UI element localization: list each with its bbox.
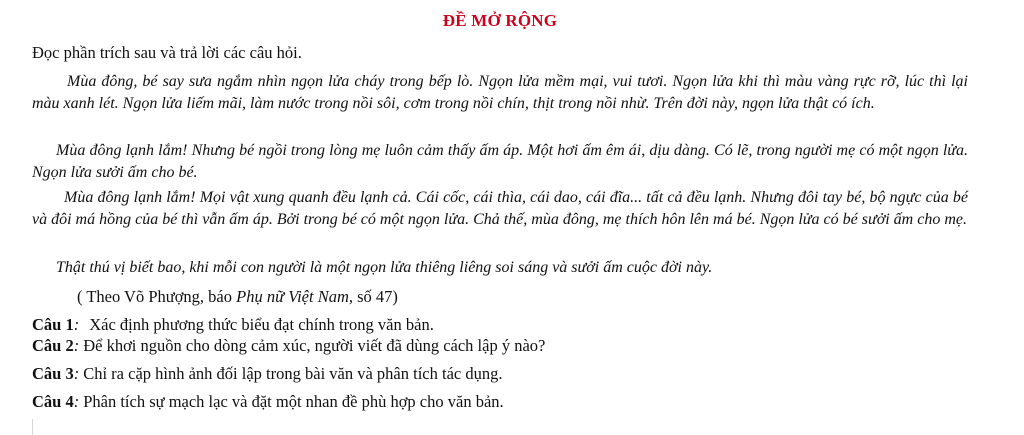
question-4: Câu 4: Phân tích sự mạch lạc và đặt một nhan đề phù hợp cho văn bản.	[32, 392, 504, 411]
question-label: Câu 1	[32, 315, 74, 334]
question-1: Câu 1: Xác định phương thức biểu đạt chính trong văn bản.	[32, 315, 434, 334]
source-citation	[77, 287, 398, 307]
margin-line	[32, 419, 33, 435]
source-prefix: ( Theo Võ Phượng, báo	[77, 287, 237, 306]
reading-instruction: Đọc phần trích sau và trả lời các câu hỏi.	[32, 43, 302, 62]
passage-paragraph-1: Mùa đông, bé say sưa ngắm nhìn ngọn lửa cháy trong bếp lò. Ngọn lửa mềm mại, vui tươi. Ngọn lửa khi thì màu vàng rực rỡ, lúc thì lại màu xanh lét. Ngọn lửa liếm mãi, làm nước trong nồi sôi, cơm trong nồi chín, thịt trong nồi nhừ. Trên đời này, ngọn lửa thật có ích.	[32, 73, 968, 112]
question-text: Phân tích sự mạch lạc và đặt một nhan đề phù hợp cho văn bản.	[83, 392, 504, 411]
question-label: Câu 4	[32, 392, 74, 411]
source-publication: Phụ nữ Việt Nam,	[236, 287, 353, 306]
passage-paragraph-4: Thật thú vị biết bao, khi mỗi con người là một ngọn lửa thiêng liêng soi sáng và sưởi ấm cuộc đời này.	[56, 259, 713, 276]
passage-paragraph-2: Mùa đông lạnh lắm! Nhưng bé ngồi trong lòng mẹ luôn cảm thấy ấm áp. Một hơi ấm êm ái, dịu dàng. Có lẽ, trong người mẹ có một ngọn lửa. Ngọn lửa sưởi ấm cho bé.	[32, 142, 968, 181]
passage-paragraph-3: Mùa đông lạnh lắm! Mọi vật xung quanh đều lạnh cả. Cái cốc, cái thìa, cái dao, cái đĩa... tất cả đều lạnh. Nhưng đôi tay bé, bộ ngực của bé và đôi má hồng của bé thì vẫn ấm áp. Bởi trong bé có một ngọn lửa. Chả thế, mùa đông, mẹ thích hôn lên má bé. Ngọn lửa có bé sưởi ấm cho mẹ.	[32, 189, 968, 228]
question-2: Câu 2: Để khơi nguồn cho dòng cảm xúc, người viết đã dùng cách lập ý nào?	[32, 336, 546, 355]
question-text: Xác định phương thức biểu đạt chính trong văn bản.	[89, 315, 434, 334]
document-title: ĐỀ MỞ RỘNG	[442, 11, 558, 30]
question-label: Câu 2	[32, 336, 74, 355]
question-text: Để khơi nguồn cho dòng cảm xúc, người viết đã dùng cách lập ý nào?	[83, 336, 546, 355]
question-label: Câu 3	[32, 364, 74, 383]
question-text: Chỉ ra cặp hình ảnh đối lập trong bài văn và phân tích tác dụng.	[83, 364, 503, 383]
source-suffix: số 47)	[353, 287, 398, 306]
question-3: Câu 3: Chỉ ra cặp hình ảnh đối lập trong bài văn và phân tích tác dụng.	[32, 364, 503, 383]
